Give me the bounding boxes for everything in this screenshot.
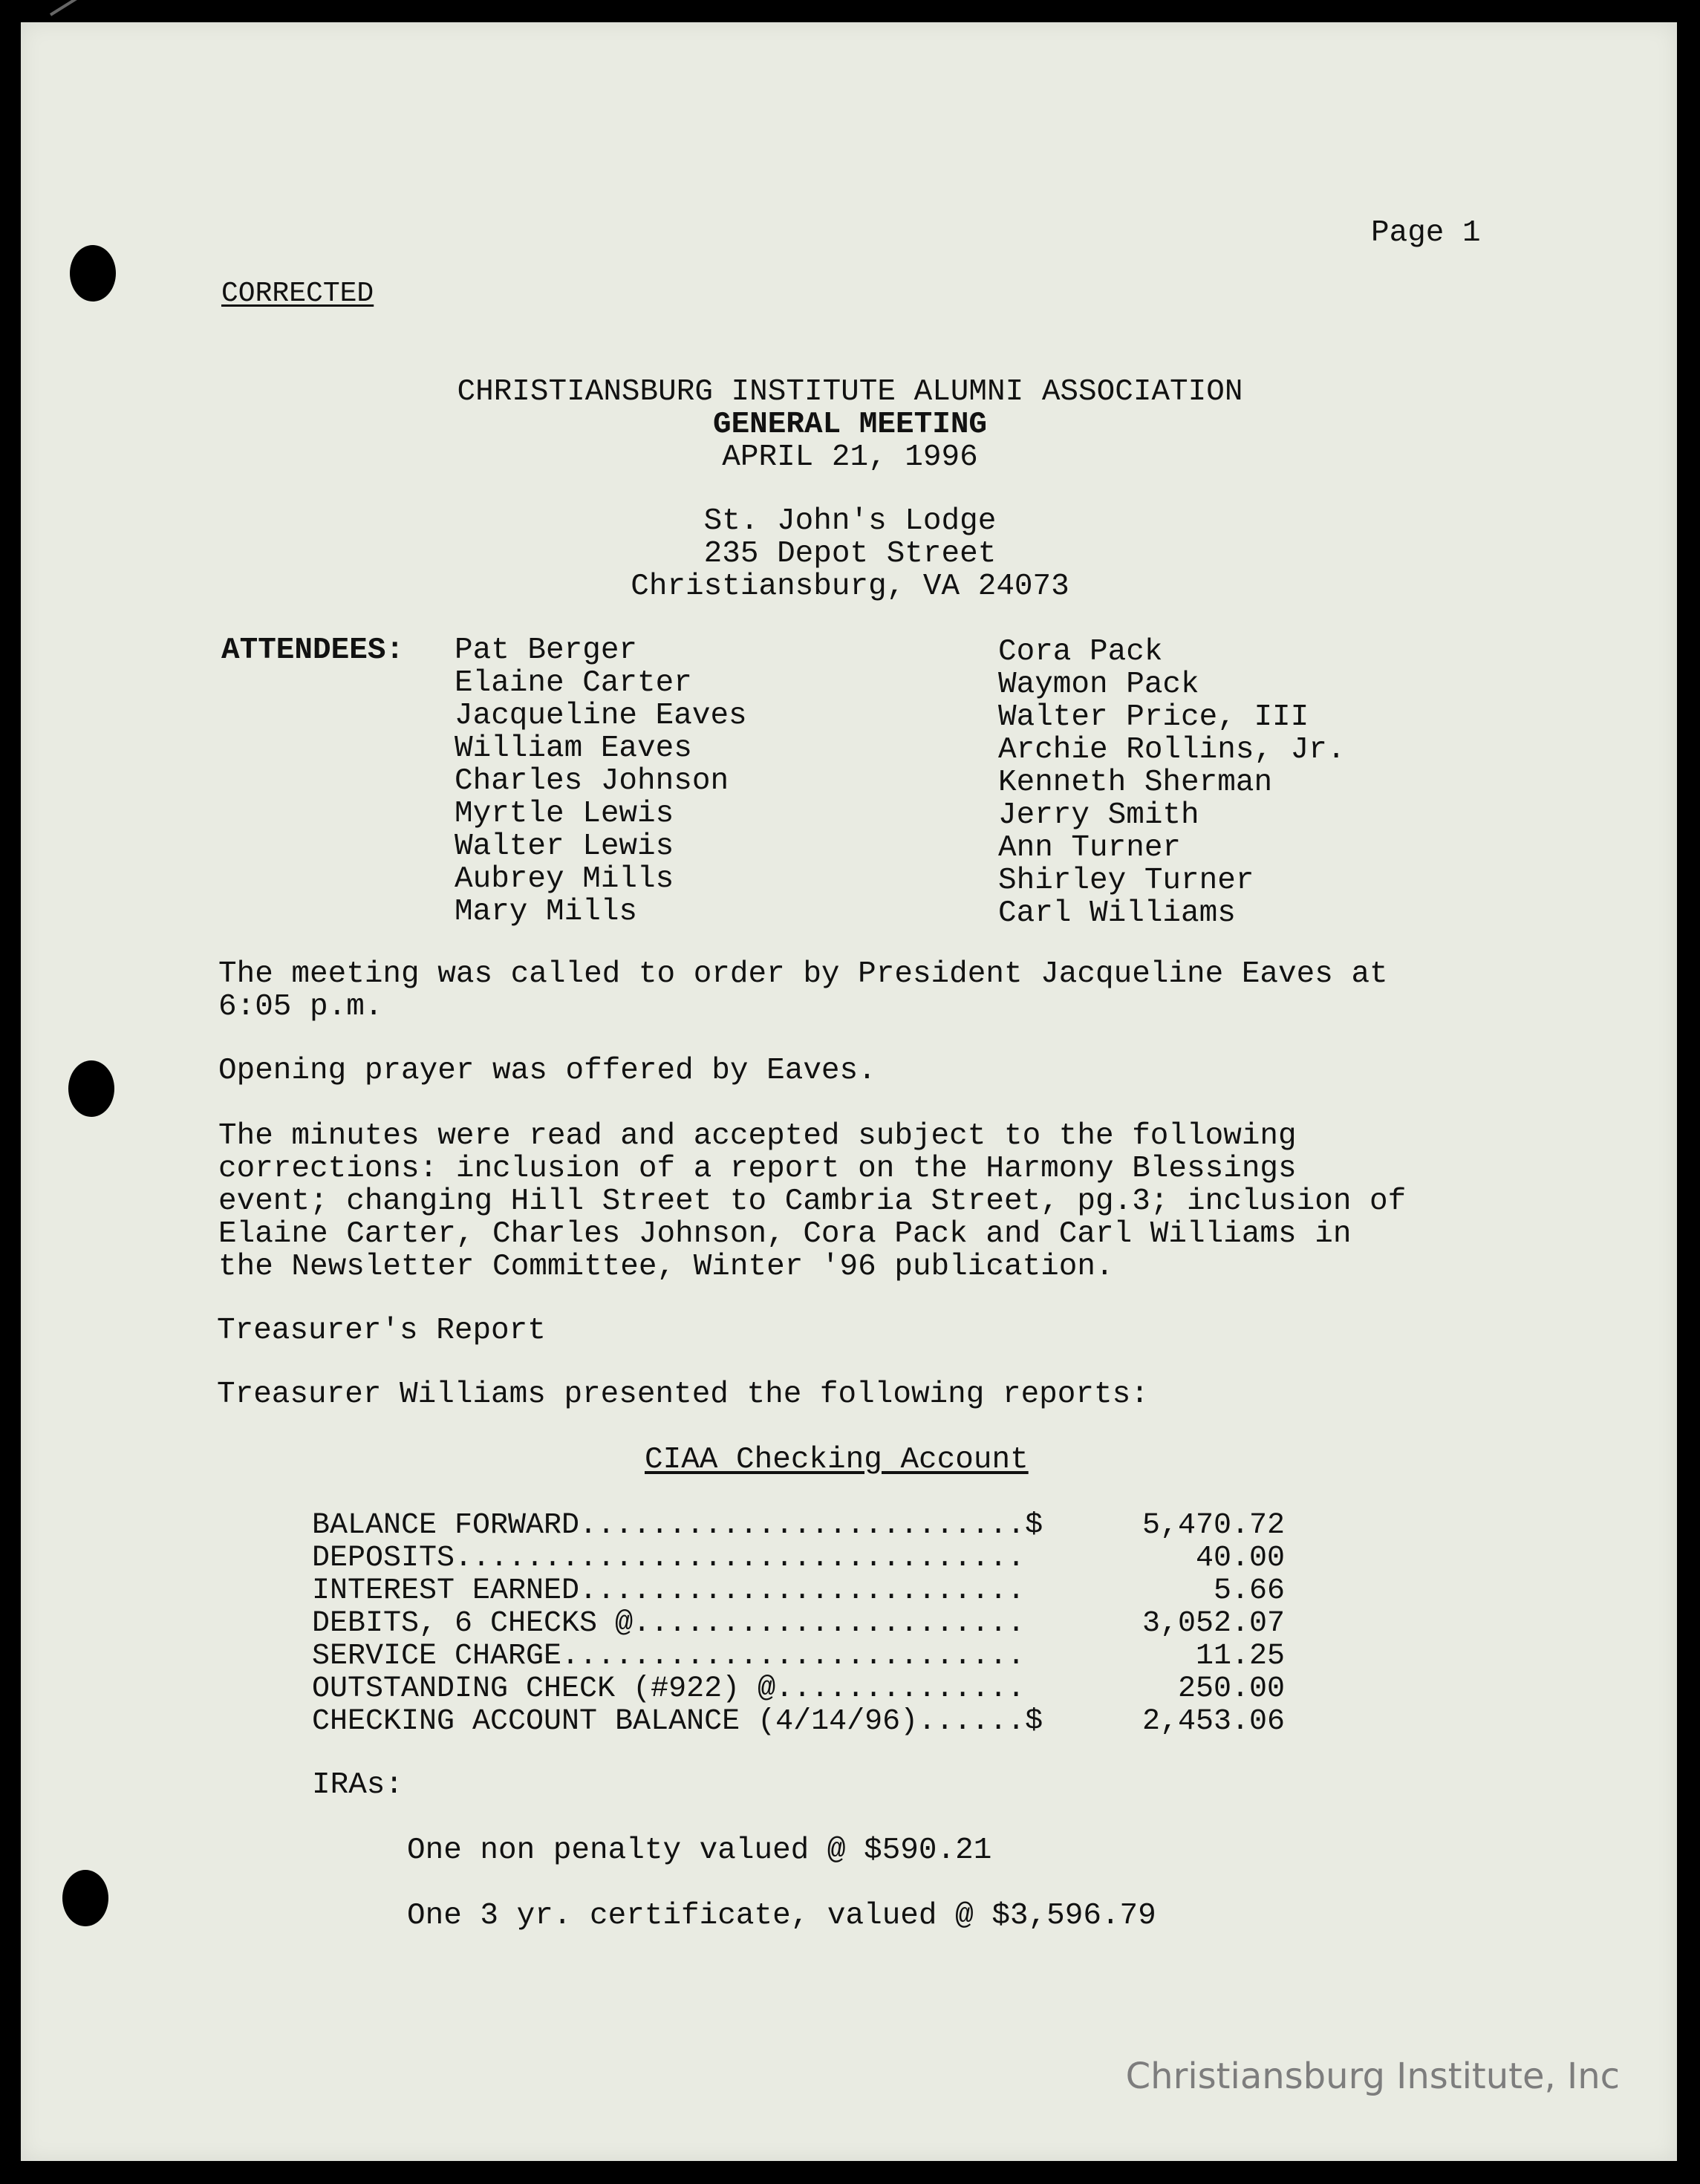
iras-label: IRAs: [312, 1768, 404, 1802]
row-value: 250.00 [1177, 1672, 1285, 1706]
attendee: Carl Williams [998, 896, 1236, 930]
attendee: Walter Lewis [455, 829, 674, 864]
attendee: Archie Rollins, Jr. [998, 733, 1346, 767]
attendee: Kenneth Sherman [998, 766, 1273, 800]
row-value: 5.66 [1213, 1574, 1285, 1608]
meeting-date: APRIL 21, 1996 [722, 440, 978, 475]
attendee: Walter Price, III [998, 700, 1309, 734]
row-label: OUTSTANDING CHECK (#922) @.............. [312, 1672, 1026, 1706]
attendee: Cora Pack [998, 635, 1163, 669]
attendee: Elaine Carter [455, 666, 692, 700]
attendee: Pat Berger [455, 633, 638, 668]
row-label: DEBITS, 6 CHECKS @...................... [312, 1607, 1026, 1640]
row-label: CHECKING ACCOUNT BALANCE (4/14/96)......$ [312, 1705, 1043, 1738]
attendee: Jerry Smith [998, 798, 1199, 832]
attendee: Waymon Pack [998, 668, 1199, 702]
paragraph-line: Elaine Carter, Charles Johnson, Cora Pack and Carl Williams in [218, 1217, 1352, 1251]
page-number: Page 1 [1371, 216, 1481, 250]
row-value: 40.00 [1195, 1542, 1285, 1575]
paragraph-line: 6:05 p.m. [218, 990, 383, 1024]
treasurer-heading: Treasurer's Report [217, 1314, 546, 1348]
attendees-label: ATTENDEES: [221, 633, 405, 668]
row-label: SERVICE CHARGE.......................... [312, 1640, 1026, 1673]
punch-hole-bottom [62, 1870, 108, 1926]
paragraph-line: The minutes were read and accepted subject to the following [218, 1119, 1297, 1153]
location-street: 235 Depot Street [703, 537, 997, 571]
paragraph-line: the Newsletter Committee, Winter '96 publication. [218, 1250, 1114, 1284]
attendee: Shirley Turner [998, 864, 1254, 898]
row-label: DEPOSITS................................ [312, 1542, 1026, 1575]
account-title: CIAA Checking Account [645, 1443, 1029, 1477]
punch-hole-top [70, 245, 116, 301]
attendee: William Eaves [455, 731, 692, 766]
row-value: 3,052.07 [1142, 1607, 1285, 1640]
corrected-stamp: CORRECTED [221, 278, 374, 310]
row-value: 5,470.72 [1142, 1509, 1285, 1542]
row-value: 11.25 [1195, 1640, 1285, 1673]
paragraph-line: The meeting was called to order by President Jacqueline Eaves at [218, 957, 1388, 991]
paragraph-line: event; changing Hill Street to Cambria Street, pg.3; inclusion of [218, 1184, 1407, 1219]
ira-item: One 3 yr. certificate, valued @ $3,596.79 [407, 1899, 1156, 1933]
ira-item: One non penalty valued @ $590.21 [407, 1833, 992, 1868]
attendee: Mary Mills [455, 895, 638, 929]
watermark: Christiansburg Institute, Inc [1125, 2056, 1620, 2097]
attendee: Aubrey Mills [455, 862, 674, 896]
meeting-title: GENERAL MEETING [712, 408, 988, 442]
attendee: Jacqueline Eaves [455, 699, 747, 733]
punch-hole-middle [68, 1060, 114, 1117]
row-label: BALANCE FORWARD.........................$ [312, 1509, 1043, 1542]
location-name: St. John's Lodge [703, 504, 997, 538]
paragraph-line: corrections: inclusion of a report on the Harmony Blessings [218, 1152, 1297, 1186]
location-city: Christiansburg, VA 24073 [631, 570, 1069, 604]
staple-mark [50, 0, 127, 16]
attendee: Myrtle Lewis [455, 797, 674, 831]
row-value: 2,453.06 [1142, 1705, 1285, 1738]
attendee: Charles Johnson [455, 764, 729, 798]
row-label: INTEREST EARNED......................... [312, 1574, 1026, 1608]
org-title: CHRISTIANSBURG INSTITUTE ALUMNI ASSOCIATION [457, 375, 1243, 409]
prayer-paragraph: Opening prayer was offered by Eaves. [218, 1054, 876, 1088]
attendee: Ann Turner [998, 831, 1182, 865]
treasurer-intro: Treasurer Williams presented the following reports: [217, 1378, 1149, 1412]
